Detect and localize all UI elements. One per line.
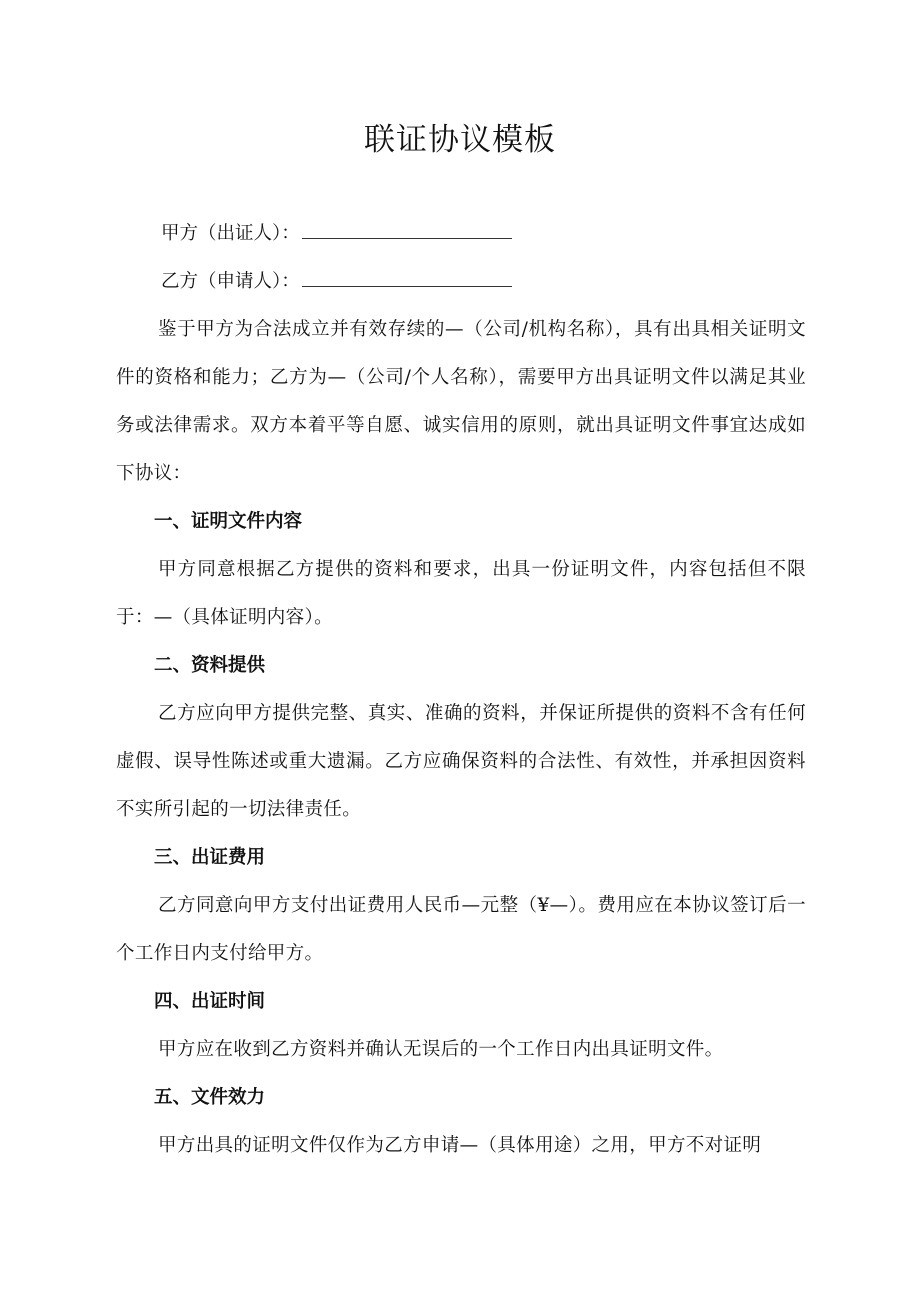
party-b-label: 乙方（申请人）： [161, 271, 300, 292]
party-b-blank-line [302, 272, 512, 287]
section-body-validity: 甲方出具的证明文件仅作为乙方申请—（具体用途）之用，甲方不对证明 [158, 1135, 762, 1156]
document-body [116, 210, 806, 1170]
section-body-content: 甲方同意根据乙方提供的资料和要求，出具一份证明文件，内容包括但不限于：—（具体证明内容）。 [116, 559, 806, 628]
section-heading-validity: 五、文件效力 [154, 1087, 266, 1108]
document-title: 联证协议模板 [364, 122, 556, 158]
section-heading-fees: 三、出证费用 [154, 847, 266, 868]
party-a-label: 甲方（出证人）： [161, 223, 300, 244]
party-b-line [116, 258, 806, 306]
preamble-paragraph: 鉴于甲方为合法成立并有效存续的—（公司/机构名称），具有出具相关证明文件的资格和能力；乙方为—（公司/个人名称），需要甲方出具证明文件以满足其业务或法律需求。双方本着平等自愿、诚实信用的原则，就出具证明文件事宜达成如下协议： [116, 319, 806, 484]
section-body-fees: 乙方同意向甲方支付出证费用人民币—元整（¥—）。费用应在本协议签订后一个工作日内支付给甲方。 [116, 895, 806, 964]
section-heading-content: 一、证明文件内容 [154, 511, 303, 532]
party-a-line [116, 210, 806, 258]
party-a-blank-line [302, 224, 512, 239]
section-body-time: 甲方应在收到乙方资料并确认无误后的一个工作日内出具证明文件。 [158, 1039, 724, 1060]
section-heading-time: 四、出证时间 [154, 991, 266, 1012]
section-body-materials: 乙方应向甲方提供完整、真实、准确的资料，并保证所提供的资料不含有任何虚假、误导性陈述或重大遗漏。乙方应确保资料的合法性、有效性，并承担因资料不实所引起的一切法律责任。 [116, 703, 806, 820]
section-heading-materials: 二、资料提供 [154, 655, 266, 676]
